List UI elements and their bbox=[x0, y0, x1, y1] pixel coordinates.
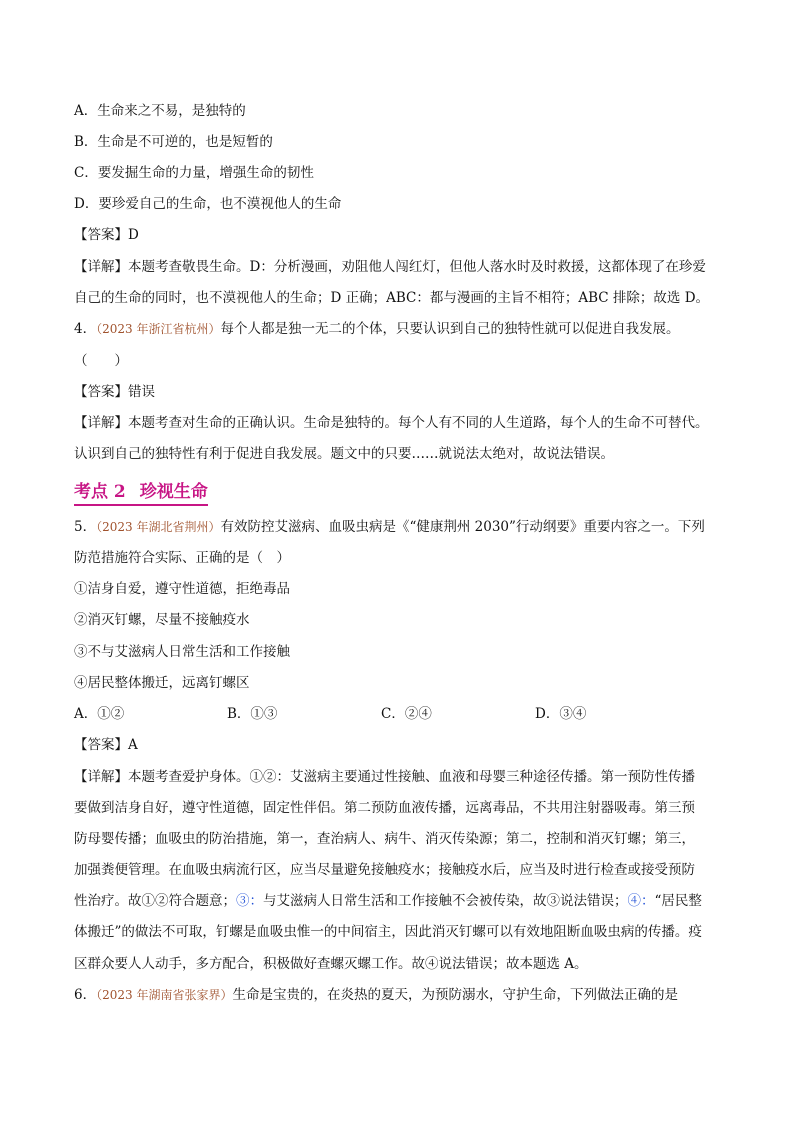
q5-detail-line-7: 区群众要人人动手，多方配合，积极做好查螺灭螺工作。故④说法错误；故本题选 A。 bbox=[74, 956, 588, 972]
question-number: 6． bbox=[74, 987, 97, 1003]
q3-option-a: A．生命来之不易，是独特的 bbox=[74, 103, 246, 119]
question-number: 4． bbox=[74, 321, 97, 337]
detail-tag: 【详解】 bbox=[74, 259, 128, 275]
detail-tag: 【详解】 bbox=[74, 415, 128, 431]
q5-detail-line-6: 体搬迁”的做法不可取，钉螺是血吸虫惟一的中间宿主，因此消灭钉螺可以有效地阻断血吸虫病的传播。疫 bbox=[74, 924, 702, 940]
q4-answer bbox=[74, 383, 155, 401]
detail-text: “居民整 bbox=[654, 893, 702, 909]
q5-detail-line-5 bbox=[74, 892, 702, 910]
question-number: 5． bbox=[74, 519, 97, 535]
question-source: （2023 年湖南省张家界） bbox=[96, 988, 233, 1002]
detail-text: 与艾滋病人日常生活和工作接触不会被传染，故③说法错误； bbox=[263, 893, 628, 909]
q5-answer bbox=[74, 736, 138, 754]
answer-value: A bbox=[128, 737, 138, 753]
detail-text: 性治疗。故①②符合题意； bbox=[74, 893, 236, 909]
q5-detail-line-4: 加强粪便管理。在血吸虫病流行区，应当尽量避免接触疫水；接触疫水后，应当及时进行检查或接受预防 bbox=[74, 862, 695, 878]
answer-value: D bbox=[128, 227, 139, 243]
q3-option-d: D．要珍爱自己的生命，也不漠视他人的生命 bbox=[74, 196, 342, 212]
q5-choice-a: A．①② bbox=[74, 706, 125, 722]
highlight-marker: ③： bbox=[236, 893, 263, 909]
question-source: （2023 年浙江省杭州） bbox=[96, 322, 221, 336]
q5-stem-line-2: 防范措施符合实际、正确的是（ ） bbox=[74, 550, 290, 566]
question-text: 有效防控艾滋病、血吸虫病是《“健康荆州 2030”行动纲要》重要内容之一。下列 bbox=[220, 519, 705, 535]
q5-stem-line-1 bbox=[74, 518, 705, 536]
q5-item-2: ②消灭钉螺，尽量不接触疫水 bbox=[74, 612, 250, 628]
q5-choice-d: D．③④ bbox=[535, 706, 587, 722]
section-heading bbox=[74, 481, 208, 506]
q3-detail-line-1 bbox=[74, 258, 706, 276]
q5-detail-line-1 bbox=[74, 768, 695, 786]
q5-choice-c: C．②④ bbox=[381, 706, 432, 722]
question-text: 生命是宝贵的，在炎热的夏天，为预防溺水，守护生命，下列做法正确的是 bbox=[232, 987, 678, 1003]
q3-answer bbox=[74, 226, 139, 244]
question-text: 每个人都是独一无二的个体，只要认识到自己的独特性就可以促进自我发展。 bbox=[220, 321, 680, 337]
answer-value: 错误 bbox=[128, 384, 155, 400]
q5-item-3: ③不与艾滋病人日常生活和工作接触 bbox=[74, 644, 290, 660]
q3-option-c: C．要发掘生命的力量，增强生命的韧性 bbox=[74, 165, 314, 181]
q4-detail-line-1 bbox=[74, 414, 709, 432]
question-source: （2023 年湖北省荆州） bbox=[96, 520, 221, 534]
q4-detail-line-2: 认识到自己的独特性有利于促进自我发展。题文中的只要……就说法太绝对，故说法错误。 bbox=[74, 446, 614, 462]
q4-blank: （ ） bbox=[74, 353, 128, 369]
answer-tag: 【答案】 bbox=[74, 737, 128, 753]
detail-text: 本题考查敬畏生命。D：分析漫画，劝阻他人闯红灯，但他人落水时及时救援，这都体现了在珍爱 bbox=[128, 259, 706, 275]
detail-tag: 【详解】 bbox=[74, 769, 128, 785]
detail-text: 本题考查对生命的正确认识。生命是独特的。每个人有不同的人生道路，每个人的生命不可替代。 bbox=[128, 415, 709, 431]
section-label: 考点 2 bbox=[74, 482, 126, 502]
q5-item-4: ④居民整体搬迁，远离钉螺区 bbox=[74, 675, 250, 691]
q5-choice-b: B．①③ bbox=[227, 706, 278, 722]
detail-text: 本题考查爱护身体。①②：艾滋病主要通过性接触、血液和母婴三种途径传播。第一预防性传播 bbox=[128, 769, 695, 785]
q6-stem bbox=[74, 986, 678, 1004]
highlight-marker: ④： bbox=[627, 893, 655, 909]
q3-option-b: B．生命是不可逆的，也是短暂的 bbox=[74, 134, 273, 150]
q5-item-1: ①洁身自爱，遵守性道德，拒绝毒品 bbox=[74, 581, 290, 597]
q5-detail-line-3: 防母婴传播；血吸虫的防治措施，第一，查治病人、病牛、消灭传染源；第二，控制和消灭钉螺；第三， bbox=[74, 831, 695, 847]
answer-tag: 【答案】 bbox=[74, 384, 128, 400]
q3-detail-line-2: 自己的生命的同时，也不漠视他人的生命；D 正确；ABC：都与漫画的主旨不相符；ABC 排除；故选 D。 bbox=[74, 290, 710, 306]
section-title: 珍视生命 bbox=[139, 482, 208, 502]
q5-detail-line-2: 要做到洁身自好，遵守性道德，固定性伴侣。第二预防血液传播，远离毒品，不共用注射器吸毒。第三预 bbox=[74, 800, 695, 816]
answer-tag: 【答案】 bbox=[74, 227, 128, 243]
q4-stem bbox=[74, 320, 679, 338]
